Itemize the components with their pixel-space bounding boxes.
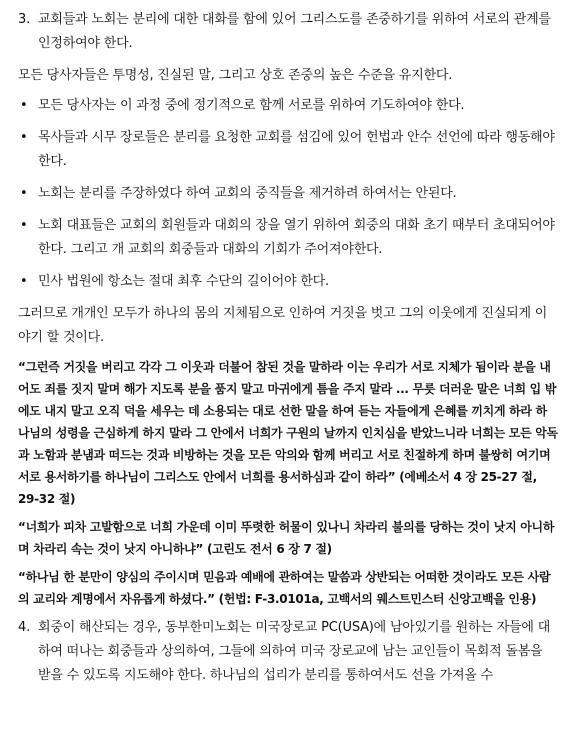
list-item bbox=[18, 182, 558, 206]
bullet-icon: • bbox=[20, 98, 28, 113]
bullet-list bbox=[18, 94, 558, 294]
bullet-icon: • bbox=[20, 130, 28, 145]
item-4-number: 4. bbox=[18, 620, 31, 635]
bullet-text: 민사 법원에 항소는 절대 최후 수단의 길이어야 한다. bbox=[38, 274, 329, 289]
list-item bbox=[18, 270, 558, 294]
bullet-text: 목사들과 시무 장로들은 분리를 요청한 교회를 섬김에 있어 헌법과 안수 선언에 따라 행동해야 한다. bbox=[38, 130, 555, 169]
intro-paragraph: 모든 당사자들은 투명성, 진실된 말, 그리고 상호 존중의 높은 수준을 유지한다. bbox=[18, 68, 453, 83]
item-3 bbox=[18, 8, 558, 56]
scripture-quote-ephesians: “그런즉 거짓을 버리고 각각 그 이웃과 더불어 참된 것을 말하라 이는 우리가 서로 지체가 됨이라 분을 내어도 죄를 짓지 말며 해가 지도록 분을 품지 말고 마귀에게 틈을 주지 말라 ... 무릇 더러운 말은 너희 입 밖에도 내지 말고 오직 덕을 세우는 데 소용되는 대로 선한 말을 하여 듣는 자들에게 은혜를 끼치게 하라 하나님의 성령을 근심하게 하지 말라 그 안에서 너희가 구원의 날까지 인치심을 받았느니라 너희는 모든 악독과 노함과 분냄과 떠드는 것과 비방하는 것을 모든 악의와 함께 버리고 서로 친절하게 하며 불쌍히 여기며 서로 용서하기를 하나님이 그리스도 안에서 너희를 용서하심과 같이 하라” (에베소서 4 장 25-27 절, 29-32 절) bbox=[18, 360, 558, 506]
bullet-icon: • bbox=[20, 186, 28, 201]
constitution-quote: “하나님 한 분만이 양심의 주이시며 믿음과 예배에 관하여는 말씀과 상반되는 어떠한 것이라도 모든 사람의 교리와 계명에서 자유롭게 하셨다.” (헌법: F-3.0101a, 고백서의 웨스트민스터 신앙고백을 인용) bbox=[18, 570, 551, 606]
item-3-number: 3. bbox=[18, 12, 31, 27]
list-item bbox=[18, 94, 558, 118]
item-4 bbox=[18, 616, 558, 688]
item-4-text: 회중이 해산되는 경우, 동부한미노회는 미국장로교 PC(USA)에 남아있기를 원하는 자들에 대하여 떠나는 회중들과 상의하여, 그들에 의하여 미국 장로교에 남는 교인들이 목회적 돌봄을 받을 수 있도록 지도해야 한다. 하나님의 섭리가 분리를 통하여서도 선을 가져올 수 bbox=[38, 620, 551, 683]
bullet-icon: • bbox=[20, 218, 28, 233]
bullet-text: 노회 대표들은 교회의 회원들과 대회의 장을 열기 위하여 회중의 대화 초기 때부터 초대되어야 한다. 그리고 개 교회의 회중들과 대화의 기회가 주어져야한다. bbox=[38, 218, 555, 257]
item-3-text: 교회들과 노회는 분리에 대한 대화를 함에 있어 그리스도를 존중하기를 위하여 서로의 관계를 인정하여야 한다. bbox=[38, 12, 551, 51]
bullet-text: 노회는 분리를 주장하였다 하여 교회의 중직들을 제거하려 하여서는 안된다. bbox=[38, 186, 457, 201]
scripture-quote-corinthians: “너희가 피차 고발함으로 너희 가운데 이미 뚜렷한 허물이 있나니 차라리 불의를 당하는 것이 낫지 아니하며 차라리 속는 것이 낫지 아니하냐” (고린도 전서 6 장 7 절) bbox=[18, 520, 555, 556]
conclusion-paragraph: 그러므로 개개인 모두가 하나의 몸의 지체됨으로 인하여 거짓을 벗고 그의 이웃에게 진실되게 이야기 할 것이다. bbox=[18, 306, 548, 345]
bullet-text: 모든 당사자는 이 과정 중에 정기적으로 함께 서로를 위하여 기도하여야 한다. bbox=[38, 98, 465, 113]
list-item bbox=[18, 126, 558, 174]
list-item bbox=[18, 214, 558, 262]
bullet-icon: • bbox=[20, 274, 28, 289]
